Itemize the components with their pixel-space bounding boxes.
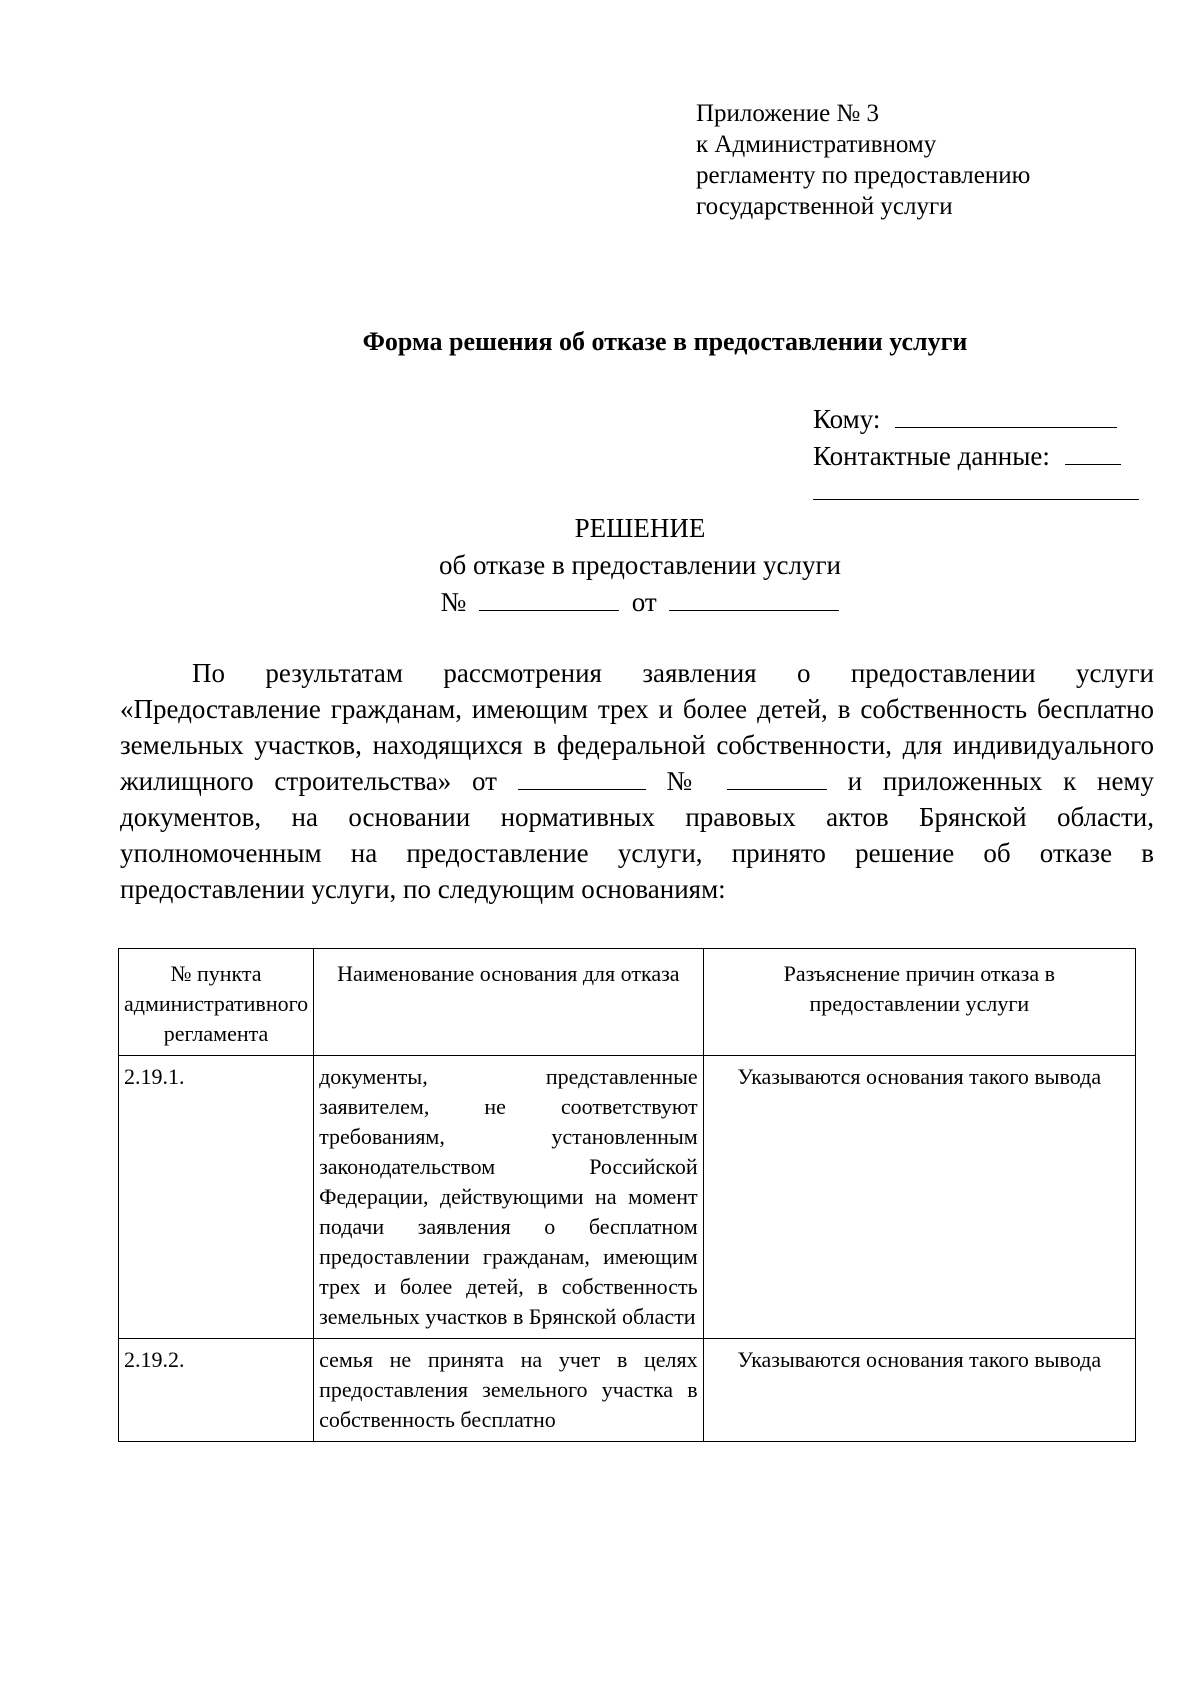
row-no: 2.19.1. (119, 1056, 314, 1339)
form-title: Форма решения об отказе в предоставлении услуги (362, 327, 968, 356)
recipient-contact-blank-line (813, 499, 1139, 500)
refusal-grounds-table (118, 948, 1136, 1442)
appendix-line: Приложение № 3 (696, 100, 880, 127)
recipient-to-label: Кому: (813, 404, 881, 434)
table-row (119, 1339, 1136, 1442)
body-text-part2: и приложенных к нему документов, на основании нормативных правовых актов Брянской области, уполномоченным на предоставление услуги, принято решение об отказе в предоставлении услуги, по следующим основаниям: (120, 766, 1155, 904)
decision-subheading: об отказе в предоставлении услуги (438, 550, 842, 580)
row-no: 2.19.2. (119, 1339, 314, 1442)
appendix-line: к Административному (696, 131, 937, 158)
decision-heading-block (120, 510, 1160, 621)
table-header-row (119, 949, 1136, 1056)
decision-date-label: от (631, 587, 657, 617)
decision-number-blank (479, 588, 619, 611)
row-explanation: Указываются основания такого вывода (703, 1339, 1135, 1442)
decision-number-label: № (440, 587, 467, 617)
decision-heading: РЕШЕНИЕ (574, 513, 706, 543)
body-number-sign: № (666, 766, 707, 796)
recipient-to-blank (895, 403, 1117, 428)
application-number-blank (727, 767, 827, 790)
decision-number-row (120, 584, 1160, 621)
decision-body-paragraph (120, 655, 1154, 907)
row-name: документы, представленные заявителем, не соответствуют требованиям, установленным законодательством Российской Федерации, действующими на момент подачи заявления о бесплатном предоставлении гражданам, имеющим трех и более детей, в собственность земельных участков в Брянской области (314, 1056, 704, 1339)
recipient-contact-row (813, 438, 1143, 475)
appendix-line: государственной услуги (696, 193, 953, 220)
row-name: семья не принята на учет в целях предоставления земельного участка в собственность бесплатно (314, 1339, 704, 1442)
application-date-blank (518, 767, 646, 790)
appendix-line: регламенту по предоставлению (696, 162, 1031, 189)
header-explanation: Разъяснение причин отказа в предоставлении услуги (703, 949, 1135, 1056)
header-name: Наименование основания для отказа (314, 949, 704, 1056)
recipient-contact-blank (1065, 440, 1121, 465)
appendix-note (696, 98, 1126, 222)
recipient-to-row (813, 401, 1143, 438)
header-no: № пункта административного регламента (119, 949, 314, 1056)
recipient-block (813, 401, 1143, 475)
body-text-part1: По результатам рассмотрения заявления о предоставлении услуги «Предоставление гражданам, имеющим трех и более детей, в собственность бесплатно земельных участков, находящихся в федеральной собственности, для индивидуального жилищного строительства» от (120, 658, 1154, 796)
table-row (119, 1056, 1136, 1339)
decision-date-blank (669, 588, 839, 611)
row-explanation: Указываются основания такого вывода (703, 1056, 1135, 1339)
recipient-contact-label: Контактные данные: (813, 441, 1050, 471)
